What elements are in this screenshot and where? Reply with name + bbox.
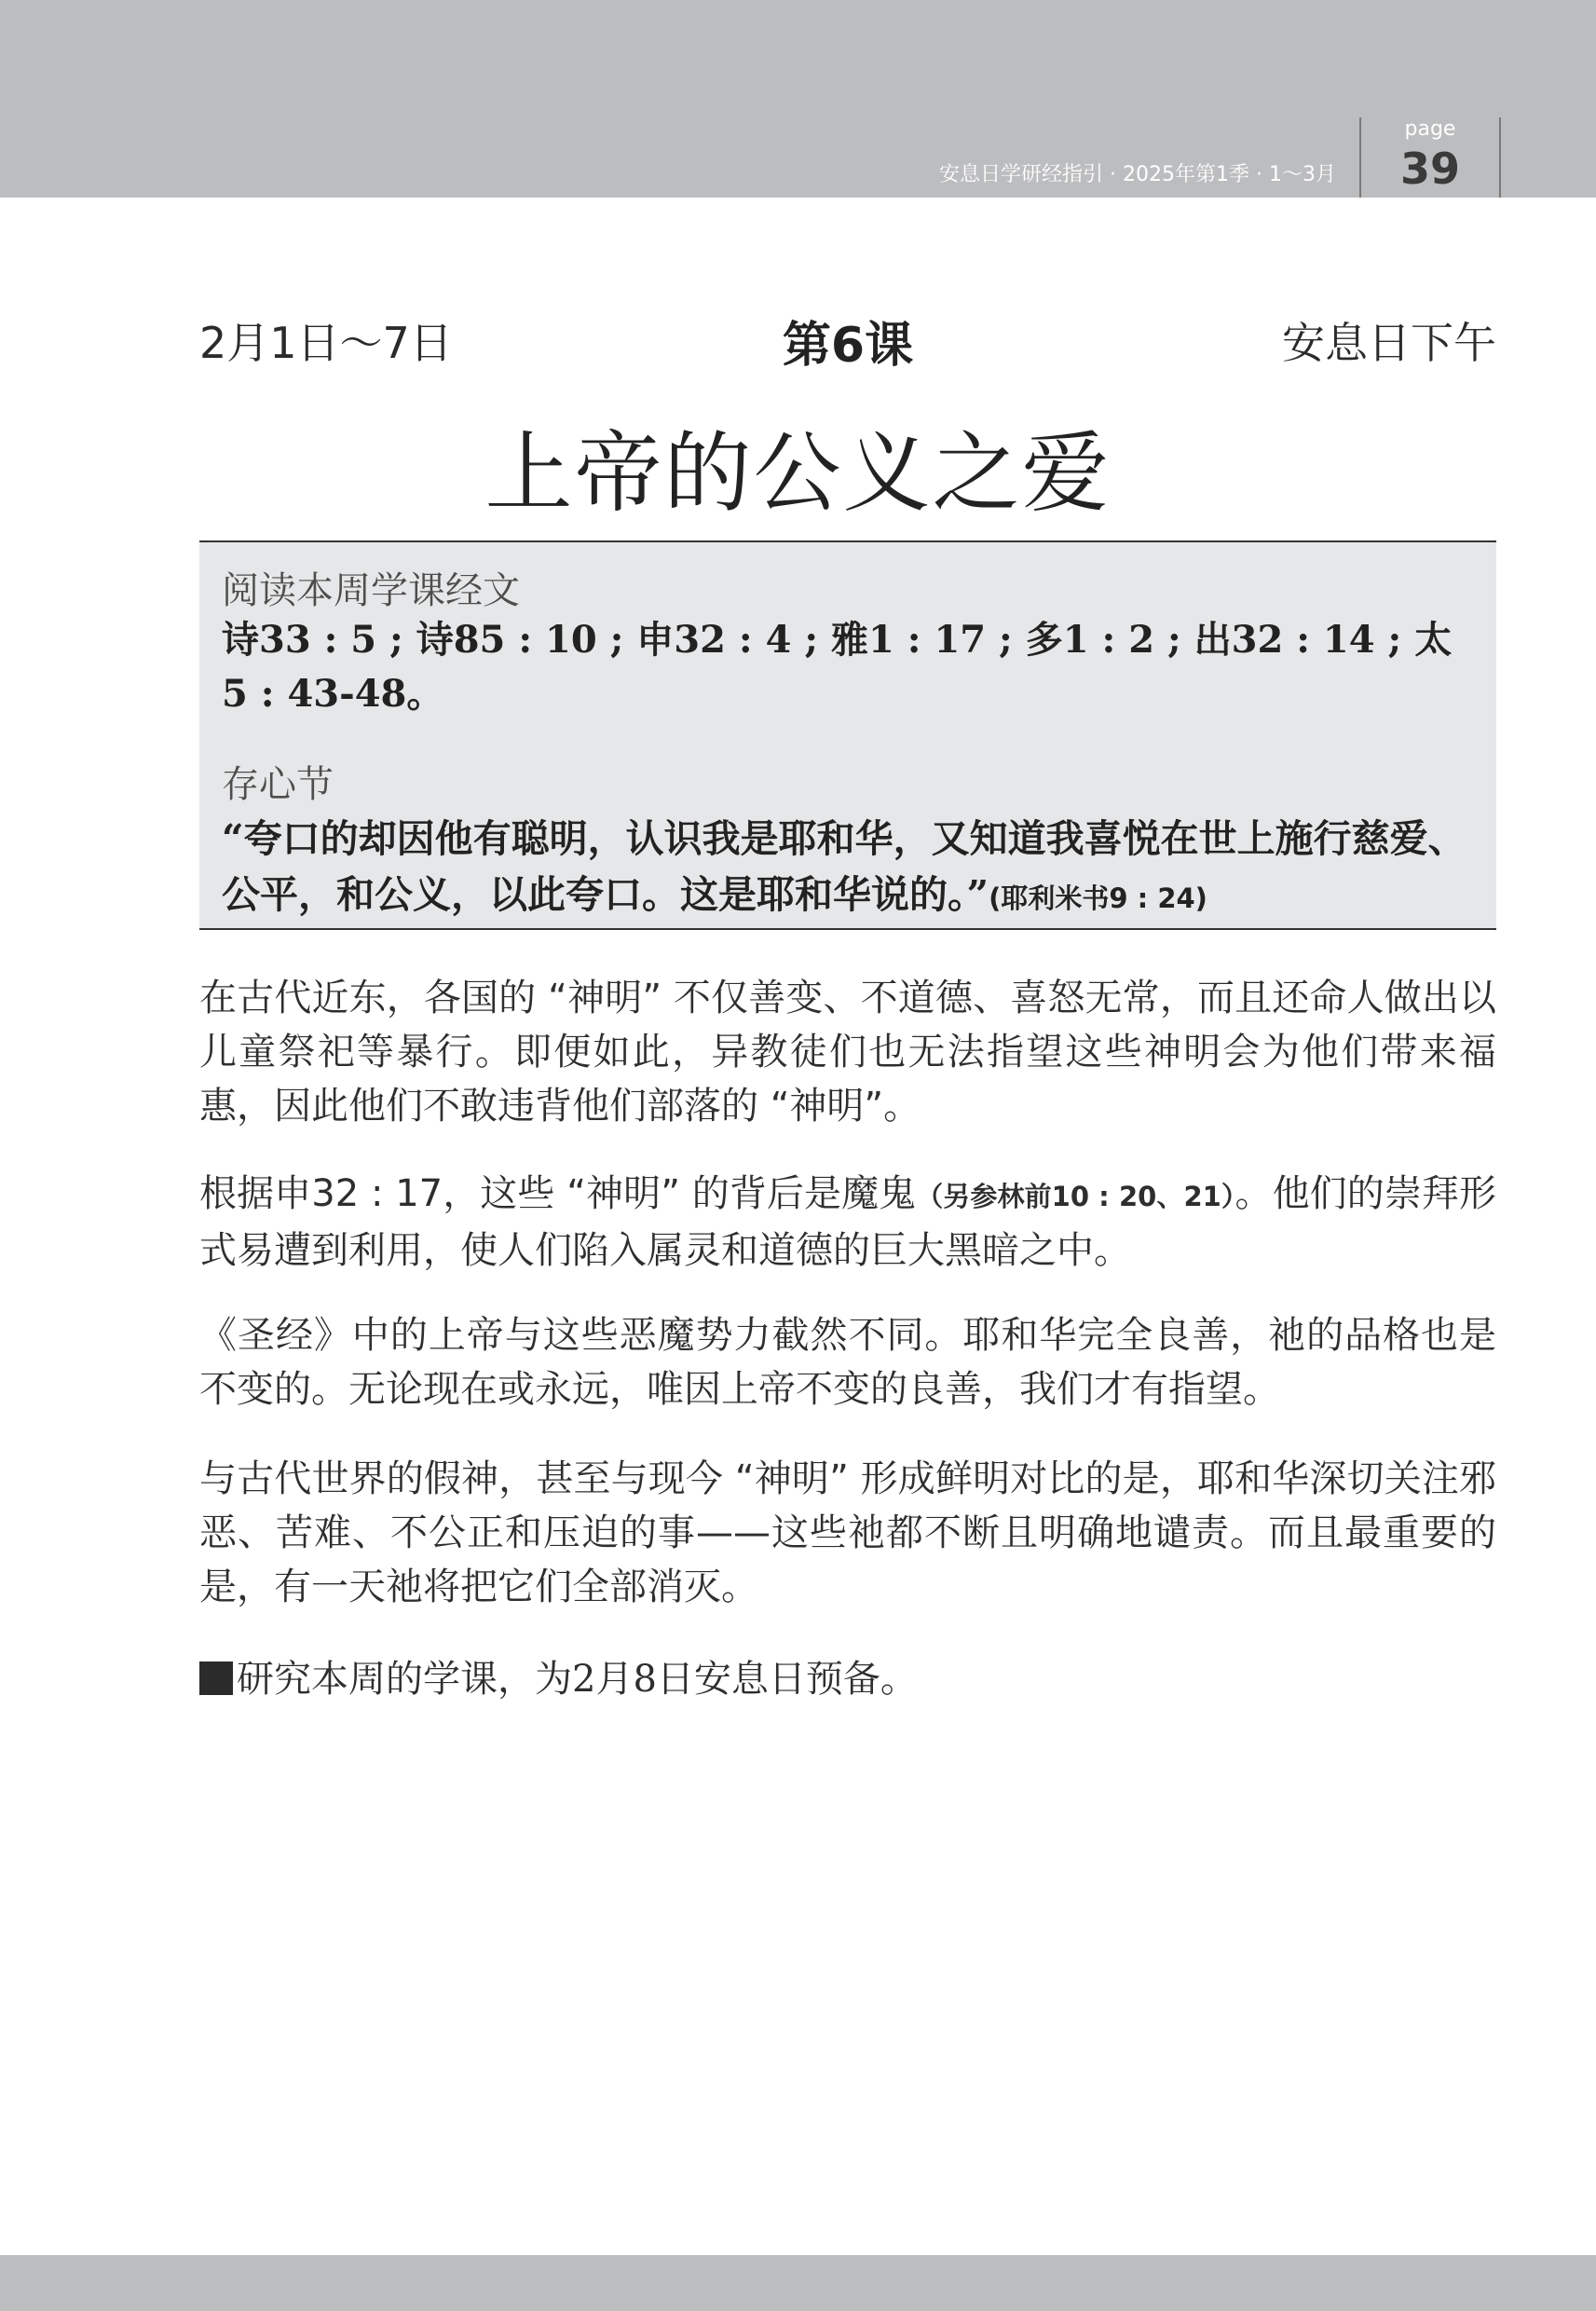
- cross-reference: （另参林前10 : 20、21）: [916, 1181, 1235, 1212]
- paragraph-2-end: 。他们的崇拜形式易遭到利用，使人们陷入属灵和道德的巨大黑暗之中。: [199, 1172, 1497, 1272]
- memory-verse-text: “夸口的却因他有聪明，认识我是耶和华，又知道我喜悦在世上施行慈爱、公平，和公义，以此夸口。这是耶和华说的。”: [222, 816, 1466, 917]
- date-range: 2月1日～7日: [199, 318, 453, 368]
- closing-note: [199, 1649, 918, 1702]
- reading-heading: 阅读本周学课经文: [222, 569, 520, 612]
- body-paragraph-3: 《圣经》中的上帝与这些恶魔势力截然不同。耶和华完全良善，祂的品格也是不变的。无论现在或永远，唯因上帝不变的良善，我们才有指望。: [199, 1314, 1496, 1411]
- lesson-row: [199, 300, 1496, 374]
- running-head: 安息日学研经指引 · 2025年第1季 · 1～3月: [939, 163, 1336, 186]
- reading-box: [199, 540, 1496, 930]
- memory-verse: [222, 811, 1478, 926]
- reading-references: 诗33 : 5 ; 诗85 : 10 ; 申32 : 4 ; 雅1 : 17 ; 多1 : 2 ; 出32 : 14 ; 太5 : 43-48。: [222, 618, 1453, 716]
- closing-text: 研究本周的学课，为2月8日安息日预备。: [237, 1658, 918, 1701]
- page-number-box: [1359, 117, 1501, 198]
- body-paragraph-2: [199, 1167, 1496, 1278]
- body-paragraph-1: 在古代近东，各国的 “神明” 不仅善变、不道德、喜怒无常，而且还命人做出以儿童祭祀等暴行。即便如此，异教徒们也无法指望这些神明会为他们带来福惠，因此他们不敢违背他们部落的 “神明”。: [199, 977, 1496, 1128]
- day-label: 安息日下午: [1282, 318, 1496, 368]
- header-band: [0, 0, 1596, 198]
- page-number: 39: [1399, 144, 1460, 194]
- lesson-number: 第6课: [782, 318, 914, 374]
- memory-verse-reference: (耶利米书9 : 24): [989, 882, 1207, 914]
- paragraph-2-start: 根据申32 : 17，这些 “神明” 的背后是魔鬼: [199, 1172, 917, 1215]
- body-paragraph-4: 与古代世界的假神，甚至与现今 “神明” 形成鲜明对比的是，耶和华深切关注邪恶、苦难、不公正和压迫的事——这些祂都不断且明确地谴责。而且最重要的是，有一天祂将把它们全部消灭。: [199, 1457, 1496, 1608]
- lesson-title: 上帝的公义之爱: [484, 423, 1112, 525]
- square-bullet-icon: [199, 1661, 233, 1695]
- memory-heading: 存心节: [222, 763, 334, 806]
- page-label: page: [1404, 117, 1456, 141]
- footer-band: [0, 2255, 1596, 2311]
